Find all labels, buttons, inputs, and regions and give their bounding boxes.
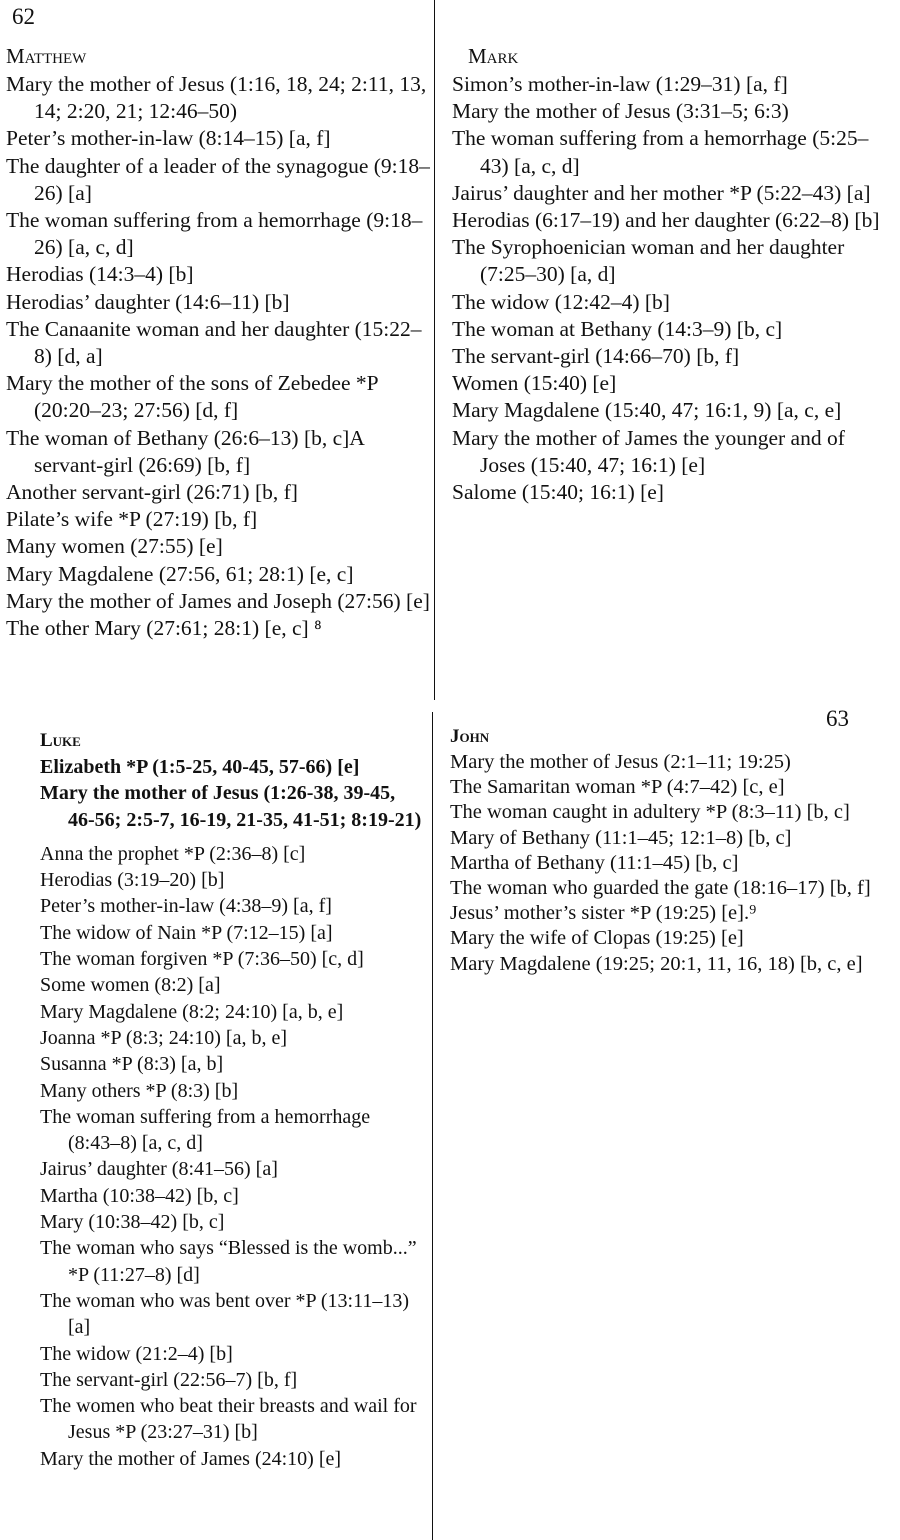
list-item: The Syrophoenician woman and her daughter (7:25–30) [a, d] [452, 235, 845, 287]
john-column [450, 726, 880, 977]
list-item: The servant-girl (14:66–70) [b, f] [452, 344, 740, 369]
list-item: Jairus’ daughter and her mother *P (5:22–43) [a] [452, 180, 871, 205]
list-item: Many others *P (8:3) [b] [40, 1079, 239, 1102]
list-item: The other Mary (27:61; 28:1) [e, c] ⁸ [6, 616, 322, 641]
luke-heading: Luke [40, 730, 81, 751]
list-item: The widow (12:42–4) [b] [452, 289, 670, 314]
list-item: Mary the mother of James the younger and of Joses (15:40, 47; 16:1) [e] [452, 425, 845, 477]
list-item: Martha of Bethany (11:1–45) [b, c] [450, 851, 739, 874]
list-item: The woman who says “Blessed is the womb...” *P (11:27–8) [d] [40, 1237, 417, 1286]
list-item: Jesus’ mother’s sister *P (19:25) [e].⁹ [450, 902, 757, 925]
list-item: The woman who guarded the gate (18:16–17) [b, f] [450, 877, 871, 900]
list-item: Some women (8:2) [a] [40, 974, 221, 997]
list-item: The women who beat their breasts and wail for Jesus *P (23:27–31) [b] [40, 1395, 417, 1444]
list-item: Mary the mother of Jesus (3:31–5; 6:3) [452, 99, 789, 124]
list-item: Anna the prophet *P (2:36–8) [c] [40, 842, 306, 865]
list-item: Peter’s mother-in-law (8:14–15) [a, f] [6, 126, 331, 151]
list-item: Mary the wife of Clopas (19:25) [e] [450, 927, 744, 950]
list-item: The woman caught in adultery *P (8:3–11) [b, c] [450, 801, 850, 824]
john-list [450, 750, 880, 977]
luke-column [40, 730, 424, 1472]
luke-spacer [40, 833, 424, 841]
list-item: The daughter of a leader of the synagogue (9:18–26) [a] [6, 153, 430, 205]
list-item: Mary (10:38–42) [b, c] [40, 1211, 225, 1234]
list-item: The widow of Nain *P (7:12–15) [a] [40, 921, 333, 944]
list-item: Susanna *P (8:3) [a, b] [40, 1053, 224, 1076]
list-item: Mary Magdalene (15:40, 47; 16:1, 9) [a, c, e] [452, 398, 842, 423]
list-item: Mary the mother of James and Joseph (27:56) [e] [6, 588, 430, 613]
list-item: The Samaritan woman *P (4:7–42) [c, e] [450, 776, 785, 799]
list-item: Elizabeth *P (1:5-25, 40-45, 57-66) [e] [40, 756, 360, 778]
mark-heading: Mark [468, 44, 519, 68]
matthew-list [6, 71, 430, 642]
list-item: Mary the mother of Jesus (1:26-38, 39-45, 46-56; 2:5-7, 16-19, 21-35, 41-51; 8:19-21) [40, 782, 422, 831]
list-item: Mary the mother of Jesus (1:16, 18, 24; 2:11, 13, 14; 2:20, 21; 12:46–50) [6, 72, 427, 124]
list-item: The woman suffering from a hemorrhage (8:43–8) [a, c, d] [40, 1105, 371, 1155]
list-item: The woman at Bethany (14:3–9) [b, c] [452, 316, 783, 341]
list-item: Mary of Bethany (11:1–45; 12:1–8) [b, c] [450, 826, 792, 849]
list-item: Mary the mother of the sons of Zebedee *P (20:20–23; 27:56) [d, f] [6, 371, 378, 423]
luke-bold-list [40, 754, 424, 833]
list-item: Joanna *P (8:3; 24:10) [a, b, e] [40, 1026, 287, 1049]
list-item: Martha (10:38–42) [b, c] [40, 1184, 239, 1207]
page-number-top: 62 [12, 4, 35, 29]
list-item: Mary Magdalene (27:56, 61; 28:1) [e, c] [6, 561, 354, 586]
list-item: The woman who was bent over *P (13:11–13) [a] [40, 1289, 410, 1339]
list-item: The Canaanite woman and her daughter (15:22–8) [d, a] [6, 316, 422, 369]
list-item: Herodias (6:17–19) and her daughter (6:22–8) [b] [452, 208, 880, 233]
list-item: Peter’s mother-in-law (4:38–9) [a, f] [40, 895, 332, 918]
list-item: Mary the mother of Jesus (2:1–11; 19:25) [450, 751, 791, 773]
list-item: Pilate’s wife *P (27:19) [b, f] [6, 507, 258, 532]
list-item: Mary Magdalene (19:25; 20:1, 11, 16, 18) [b, c, e] [450, 952, 863, 975]
list-item: Mary Magdalene (8:2; 24:10) [a, b, e] [40, 1000, 344, 1023]
list-item: The woman suffering from a hemorrhage (5:25–43) [a, c, d] [452, 126, 869, 178]
mark-list [452, 71, 894, 506]
john-heading: John [450, 726, 490, 747]
list-item: The widow (21:2–4) [b] [40, 1342, 233, 1365]
page-number-bottom: 63 [826, 706, 849, 731]
list-item: Simon’s mother-in-law (1:29–31) [a, f] [452, 72, 788, 96]
list-item: Another servant-girl (26:71) [b, f] [6, 480, 298, 505]
list-item: Herodias’ daughter (14:6–11) [b] [6, 289, 290, 314]
column-divider-top [434, 0, 435, 700]
list-item: Herodias (3:19–20) [b] [40, 869, 225, 892]
list-item: Women (15:40) [e] [452, 371, 617, 396]
list-item: Salome (15:40; 16:1) [e] [452, 480, 664, 505]
list-item: Herodias (14:3–4) [b] [6, 262, 194, 287]
mark-column [452, 44, 894, 506]
list-item: Mary the mother of James (24:10) [e] [40, 1447, 342, 1470]
list-item: Jairus’ daughter (8:41–56) [a] [40, 1158, 278, 1181]
list-item: The woman suffering from a hemorrhage (9:18–26) [a, c, d] [6, 208, 423, 260]
list-item: The woman of Bethany (26:6–13) [b, c]A servant-girl (26:69) [b, f] [6, 425, 364, 477]
matthew-heading: Matthew [6, 44, 87, 68]
column-divider-bottom [432, 712, 433, 1540]
list-item: The servant-girl (22:56–7) [b, f] [40, 1368, 298, 1391]
list-item: Many women (27:55) [e] [6, 534, 223, 559]
luke-list [40, 841, 424, 1472]
list-item: The woman forgiven *P (7:36–50) [c, d] [40, 948, 364, 971]
matthew-column [6, 44, 430, 642]
